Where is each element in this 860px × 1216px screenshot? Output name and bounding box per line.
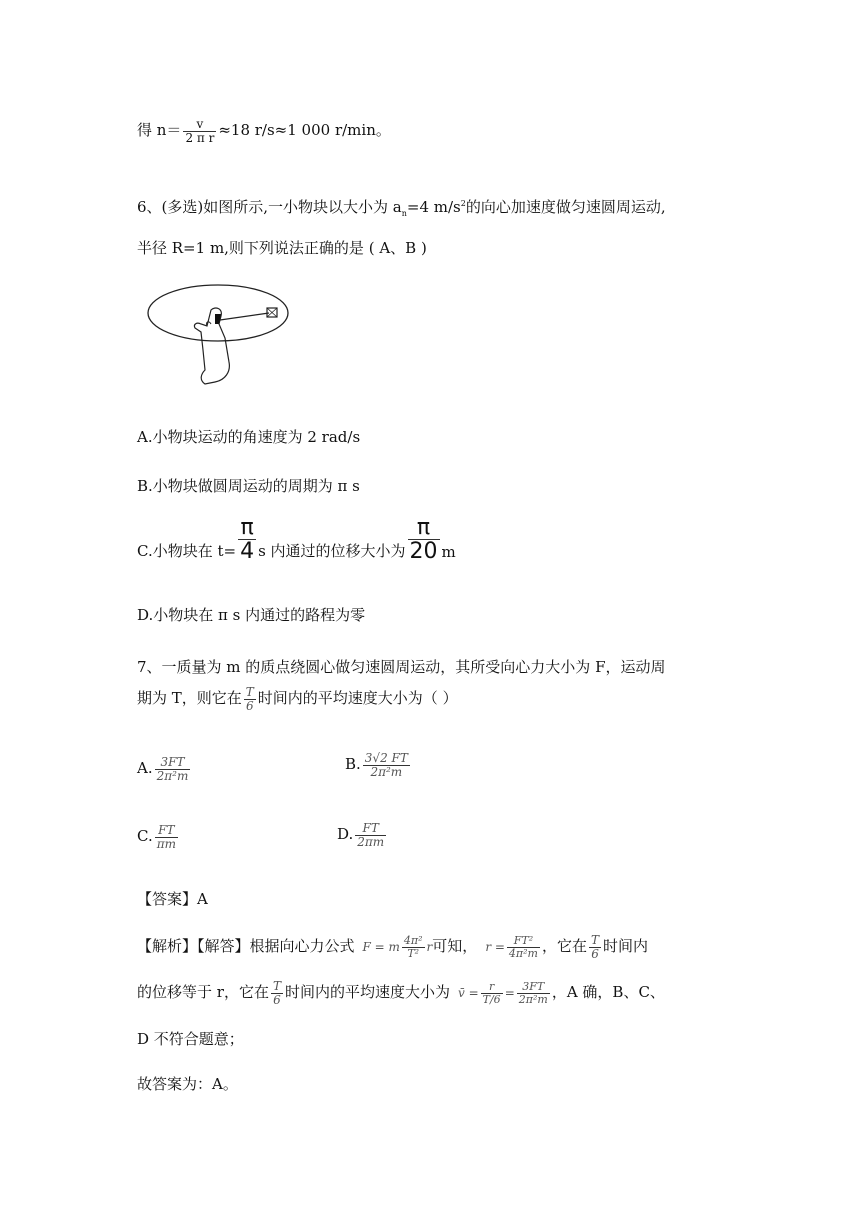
formula-line: 得 n＝ $\frac{v}{\text{2 π r}}$ ≈18 r/s≈1 000 r/min。 bbox=[137, 117, 391, 145]
analysis-line2: 的位移等于 r，它在 $\frac{T}{6}$ 时间内的平均速度大小为 v̄ = $\frac{r}{T/6}$ = $\frac{3FT}{\text{2π²m}}$ ，A 确，B、C、 bbox=[137, 979, 665, 1007]
q7-option-c: C. $\frac{FT}{\pi m}$ bbox=[137, 823, 176, 851]
q7-t6-fraction: $\frac{T}{6}$ bbox=[245, 685, 254, 713]
q6-option-c: C.小物块在 t= $\frac{\pi}{4}$ s 内通过的位移大小为 $\frac{\pi}{20}$ m bbox=[137, 515, 456, 565]
q6-option-d: D.小物块在 π s 内通过的路程为零 bbox=[137, 606, 366, 624]
option-c-fraction-1: $\frac{\pi}{4}$ bbox=[240, 515, 255, 565]
analysis-conclusion: 故答案为：A。 bbox=[137, 1075, 238, 1093]
q6-stem-line1: 6、(多选)如图所示,一小物块以大小为 $a_n=4$ $m/s^2$的向心加速度做匀速圆周运动, bbox=[137, 198, 666, 218]
q7-option-d: D. $\frac{FT}{2\pi m}$ bbox=[337, 821, 385, 849]
analysis-line1: 【解析】【解答】根据向心力公式 F = m $\frac{\text{4π²}}{\text{T²}}$ r可知， r = $\frac{\text{FT²}}{\text{4π²m}}$ ，它在 $\frac{T}{6}$ 时间内 bbox=[137, 933, 649, 961]
answer-label: 【答案】A bbox=[137, 890, 208, 908]
q7-stem-line2: 期为 T，则它在 $\frac{T}{6}$ 时间内的平均速度大小为（ ） bbox=[137, 685, 458, 713]
formula-fraction: $\frac{v}{\text{2 π r}}$ bbox=[185, 117, 215, 145]
q6-option-a: A.小物块运动的角速度为 2 rad/s bbox=[137, 428, 361, 446]
circular-motion-figure bbox=[145, 280, 295, 390]
analysis-line3: D 不符合题意； bbox=[137, 1030, 244, 1048]
q7-stem-line1: 7、一质量为 m 的质点绕圆心做匀速圆周运动，其所受向心力大小为 F，运动周 bbox=[137, 658, 666, 676]
q6-stem-line2: 半径 R=1 m,则下列说法正确的是 ( A、B ) bbox=[137, 239, 427, 257]
q6-option-b: B.小物块做圆周运动的周期为 π s bbox=[137, 477, 360, 495]
option-c-fraction-2: $\frac{\pi}{20}$ bbox=[409, 515, 438, 565]
string-line bbox=[220, 313, 269, 320]
q7-option-b: B. $\frac{3√2 FT}{\text{2π²m}}$ bbox=[345, 751, 408, 779]
q7-option-a: A. $\frac{3FT}{\text{2π²m}}$ bbox=[137, 755, 189, 783]
